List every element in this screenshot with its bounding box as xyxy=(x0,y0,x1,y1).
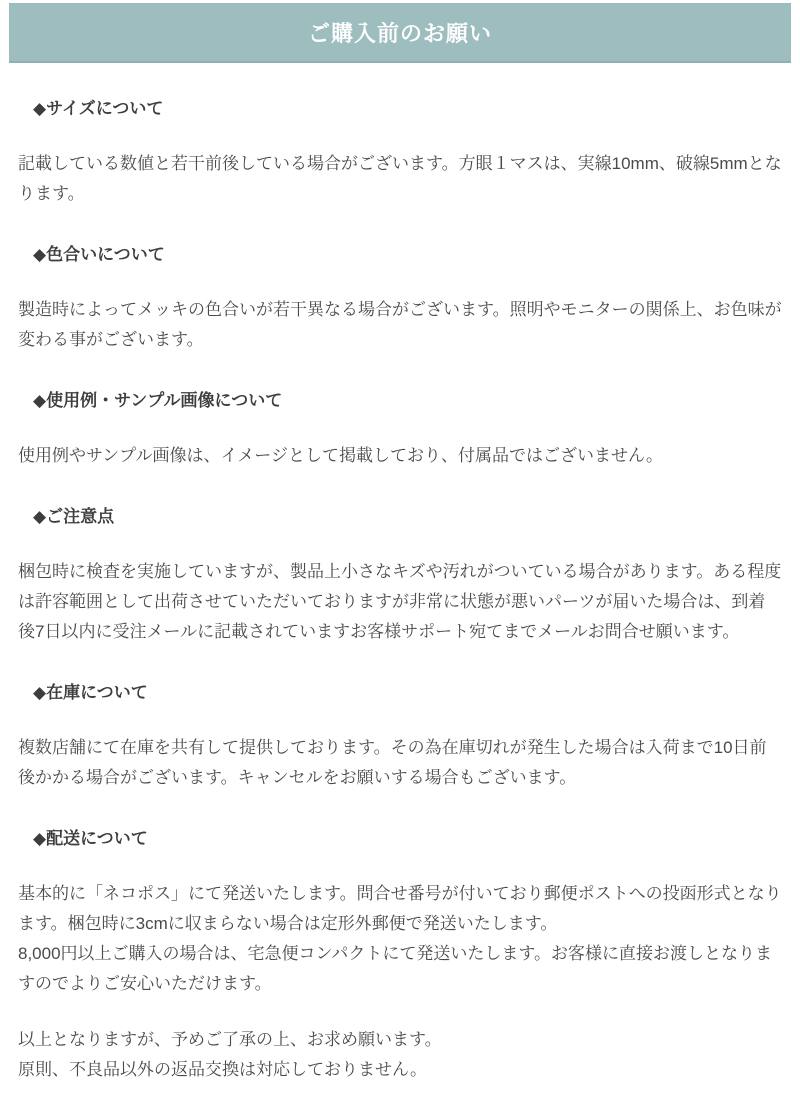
section-heading-stock: ◆在庫について xyxy=(33,683,148,702)
page-title: ご購入前のお願い xyxy=(307,20,492,46)
section-stock xyxy=(18,683,782,793)
section-paragraph: 記載している数値と若干前後している場合がございます。方眼１マスは、実線10mm、破線5mmとなります。 xyxy=(18,154,782,203)
section-paragraph: 8,000円以上ご購入の場合は、宅急便コンパクトにて発送いたします。お客様に直接お渡しとなりますのでよりご安心いただけます。 xyxy=(18,944,772,993)
section-heading-size: ◆サイズについて xyxy=(33,99,164,118)
section-heading-sample-images: ◆使用例・サンプル画像について xyxy=(33,391,283,410)
section-sample-images xyxy=(18,391,782,471)
section-paragraph: 基本的に「ネコポス」にて発送いたします。問合せ番号が付いており郵便ポストへの投函形式となります。梱包時に3cmに収まらない場合は定形外郵便で発送いたします。 xyxy=(18,884,782,933)
section-heading-shipping: ◆配送について xyxy=(33,829,148,848)
section-paragraph: 複数店舗にて在庫を共有して提供しております。その為在庫切れが発生した場合は入荷まで10日前後かかる場合がございます。キャンセルをお願いする場合もございます。 xyxy=(18,738,767,787)
section-shipping xyxy=(18,829,782,999)
section-caution xyxy=(18,507,782,647)
closing-line: 以上となりますが、予めご了承の上、お求め願います。 xyxy=(18,1030,442,1049)
closing-line: 原則、不良品以外の返品交換は対応しておりません。 xyxy=(18,1060,428,1079)
section-paragraph: 梱包時に検査を実施していますが、製品上小さなキズや汚れがついている場合があります。ある程度は許容範囲として出荷させていただいておりますが非常に状態が悪いパーツが届いた場合は、到着後7日以内に受注メールに記載されていますお客様サポート宛てまでメールお問合せ願います。 xyxy=(18,562,782,641)
purchase-notice-page xyxy=(0,3,800,1085)
section-color xyxy=(18,245,782,355)
section-paragraph: 使用例やサンプル画像は、イメージとして掲載しており、付属品ではございません。 xyxy=(18,446,663,465)
section-paragraph: 製造時によってメッキの色合いが若干異なる場合がございます。照明やモニターの関係上、お色味が変わる事がございます。 xyxy=(18,300,782,349)
section-heading-caution: ◆ご注意点 xyxy=(33,507,115,526)
closing-note xyxy=(18,1025,782,1085)
section-size xyxy=(18,99,782,209)
notice-title-bar xyxy=(9,3,791,63)
section-heading-color: ◆色合いについて xyxy=(33,245,165,264)
notice-content xyxy=(0,99,800,1085)
